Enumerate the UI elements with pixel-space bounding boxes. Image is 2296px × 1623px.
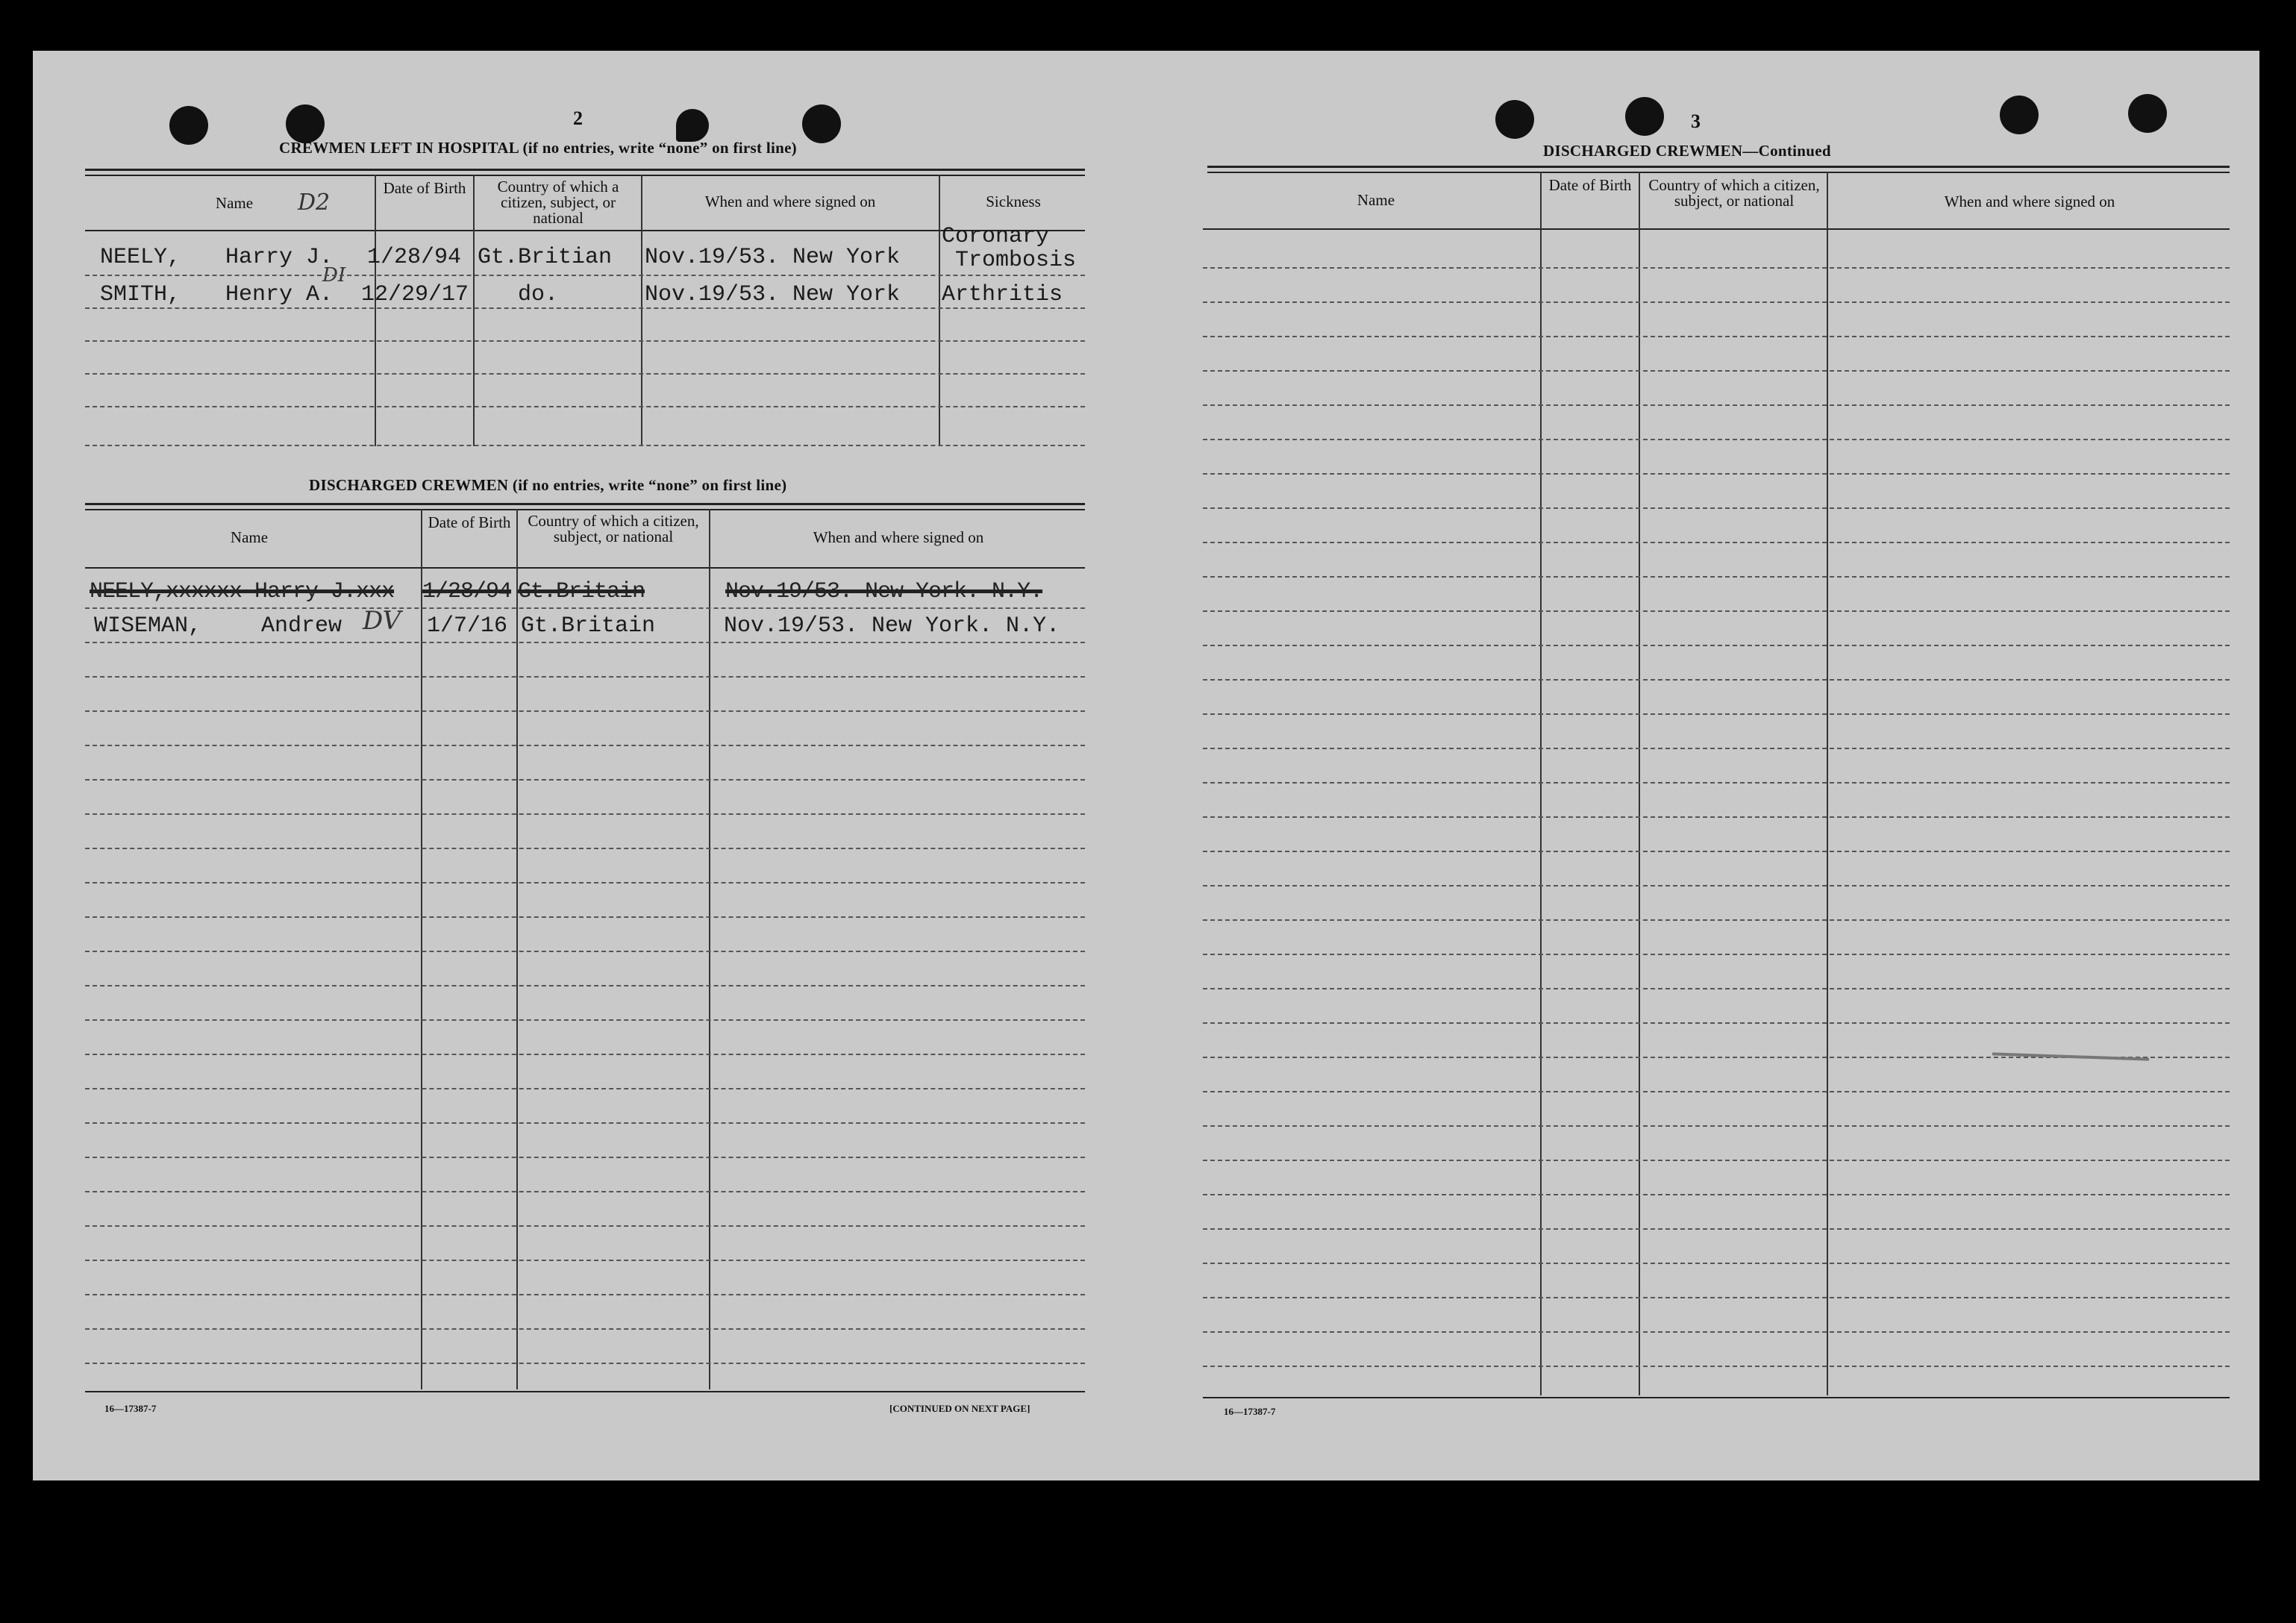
row-sickness: Trombosis	[955, 248, 1077, 273]
ruled-line	[85, 779, 1085, 781]
header-date-of-birth: Date of Birth	[1548, 176, 1632, 194]
ruled-line	[1203, 404, 2230, 406]
ruled-line	[1203, 645, 2230, 646]
column-divider	[1639, 172, 1640, 1395]
row-last-name: SMITH,	[100, 282, 181, 307]
row-signed-on: Nov.19/53. New York	[645, 245, 901, 270]
header-when-where-signed: When and where signed on	[704, 193, 876, 210]
row-date-of-birth: 1/28/94	[367, 245, 462, 270]
ruled-line	[85, 642, 1085, 643]
hospital-section-title: CREWMEN LEFT IN HOSPITAL (if no entries, write “none” on first line)	[279, 139, 797, 157]
row-signed-on: Nov.19/53. New York	[645, 282, 901, 307]
header-when-where-signed: When and where signed on	[813, 528, 984, 546]
table-top-rule	[85, 175, 1085, 176]
column-divider	[1827, 172, 1828, 1395]
ruled-line	[1203, 1228, 2230, 1230]
column-divider	[421, 509, 422, 1389]
header-sickness: Sickness	[986, 193, 1041, 210]
form-number: 16—17387-7	[104, 1403, 157, 1414]
ruled-line	[1203, 336, 2230, 337]
ruled-line	[1203, 610, 2230, 612]
header-country: Country of which a citizen, subject, or national	[1648, 176, 1820, 210]
ruled-line	[85, 1157, 1085, 1158]
ruled-line	[1203, 576, 2230, 578]
ruled-line	[1203, 301, 2230, 303]
ruled-line	[85, 1122, 1085, 1124]
ruled-line	[1203, 1022, 2230, 1024]
row-first-name: Harry J.	[225, 245, 334, 270]
ruled-line	[85, 1225, 1085, 1227]
struck-row-dob: 1/28/94	[422, 579, 512, 604]
ruled-line	[1203, 679, 2230, 681]
ruled-line	[1203, 1125, 2230, 1127]
column-divider	[709, 509, 710, 1389]
row-first-name: Henry A.	[225, 282, 334, 307]
header-rule	[85, 567, 1085, 569]
ruled-line	[1203, 885, 2230, 886]
ruled-line	[85, 813, 1085, 815]
header-date-of-birth: Date of Birth	[383, 179, 466, 197]
ruled-line	[85, 710, 1085, 712]
page-number: 2	[573, 107, 583, 129]
header-name: Name	[215, 194, 254, 212]
row-signed-on: Nov.19/53. New York. N.Y.	[724, 613, 1060, 639]
ruled-line	[1203, 988, 2230, 989]
punch-hole	[802, 104, 841, 143]
ruled-line	[1203, 1263, 2230, 1264]
ruled-line	[85, 1294, 1085, 1295]
ruled-line	[85, 916, 1085, 918]
ruled-line	[85, 985, 1085, 986]
continued-note: [CONTINUED ON NEXT PAGE]	[889, 1403, 1030, 1414]
punch-hole	[169, 106, 208, 145]
ruled-line	[1203, 919, 2230, 921]
header-country: Country of which a citizen, subject, or national	[497, 178, 619, 227]
punch-hole	[1625, 97, 1664, 136]
ruled-line	[1203, 713, 2230, 715]
table-bottom-rule	[85, 1391, 1085, 1392]
ruled-line	[85, 373, 1085, 375]
table-top-rule	[1207, 172, 2230, 173]
form-number: 16—17387-7	[1224, 1406, 1276, 1417]
struck-row-country: Gt.Britain	[518, 579, 645, 604]
ruled-line	[85, 445, 1085, 446]
struck-row-signed: Nov.19/53. New York. N.Y.	[725, 579, 1043, 604]
ruled-line	[85, 951, 1085, 952]
ruled-line	[1203, 748, 2230, 749]
ruled-line	[85, 1260, 1085, 1261]
table-top-rule	[85, 503, 1085, 505]
ruled-line	[85, 1088, 1085, 1089]
row-last-name: NEELY,	[100, 245, 181, 270]
ruled-line	[1203, 267, 2230, 269]
header-rule	[1203, 228, 2230, 230]
row-date-of-birth: 1/7/16	[427, 613, 508, 639]
ruled-line	[85, 1019, 1085, 1021]
row-sickness: Coronary	[942, 224, 1050, 249]
ruled-line	[85, 676, 1085, 678]
table-top-rule	[85, 169, 1085, 171]
ruled-line	[85, 307, 1085, 309]
discharged-continued-title: DISCHARGED CREWMEN—Continued	[1543, 142, 1831, 160]
page-number: 3	[1691, 110, 1701, 132]
discharged-section-title: DISCHARGED CREWMEN (if no entries, write “none” on first line)	[309, 476, 787, 494]
table-top-rule	[85, 509, 1085, 510]
ruled-line	[85, 745, 1085, 746]
ruled-line	[85, 340, 1085, 342]
ruled-line	[1203, 1091, 2230, 1092]
ruled-line	[85, 1328, 1085, 1330]
header-name: Name	[1357, 191, 1395, 209]
row-country: Gt.Britain	[521, 613, 656, 639]
ruled-line	[1203, 954, 2230, 955]
row-sickness: Arthritis	[942, 282, 1063, 307]
column-divider	[516, 509, 518, 1389]
ruled-line	[85, 275, 1085, 276]
ruled-line	[85, 406, 1085, 407]
ruled-line	[85, 607, 1085, 609]
column-divider	[1540, 172, 1542, 1395]
ruled-line	[85, 1191, 1085, 1192]
ruled-line	[1203, 370, 2230, 372]
struck-row-name: NEELY,xxxxxx Harry J.xxx	[90, 579, 395, 604]
header-country: Country of which a citizen, subject, or national	[528, 512, 699, 545]
ruled-line	[1203, 782, 2230, 784]
row-first-name: Andrew	[261, 613, 342, 639]
ruled-line	[1203, 439, 2230, 440]
row-country: Gt.Britian	[478, 245, 613, 270]
punch-hole	[1495, 100, 1534, 139]
ruled-line	[1203, 507, 2230, 509]
ruled-line	[1203, 816, 2230, 818]
ruled-line	[1203, 1297, 2230, 1298]
punch-hole	[286, 104, 325, 143]
table-top-rule	[1207, 166, 2230, 168]
header-name: Name	[230, 528, 269, 546]
ruled-line	[85, 1363, 1085, 1364]
ruled-line	[1203, 542, 2230, 543]
handwritten-mark: DI	[322, 264, 346, 287]
manifest-sheet	[33, 51, 2259, 1480]
row-date-of-birth: 12/29/17	[361, 282, 469, 307]
punch-hole	[2000, 96, 2039, 134]
ruled-line	[1203, 1194, 2230, 1195]
table-bottom-rule	[1203, 1397, 2230, 1398]
handwritten-mark: DV	[363, 606, 401, 636]
handwritten-mark: D2	[298, 190, 331, 216]
punch-hole	[2128, 94, 2167, 133]
punch-hole	[676, 109, 709, 142]
row-last-name: WISEMAN,	[94, 613, 202, 639]
ruled-line	[1203, 851, 2230, 852]
ruled-line	[85, 848, 1085, 849]
ruled-line	[1203, 1366, 2230, 1367]
ruled-line	[1203, 473, 2230, 475]
row-country: do.	[518, 282, 559, 307]
ruled-line	[1203, 1160, 2230, 1161]
ruled-line	[85, 1054, 1085, 1055]
header-when-where-signed: When and where signed on	[1944, 193, 2115, 210]
header-rule	[85, 230, 1085, 231]
ruled-line	[85, 882, 1085, 884]
ruled-line	[1203, 1331, 2230, 1333]
header-date-of-birth: Date of Birth	[428, 513, 511, 531]
